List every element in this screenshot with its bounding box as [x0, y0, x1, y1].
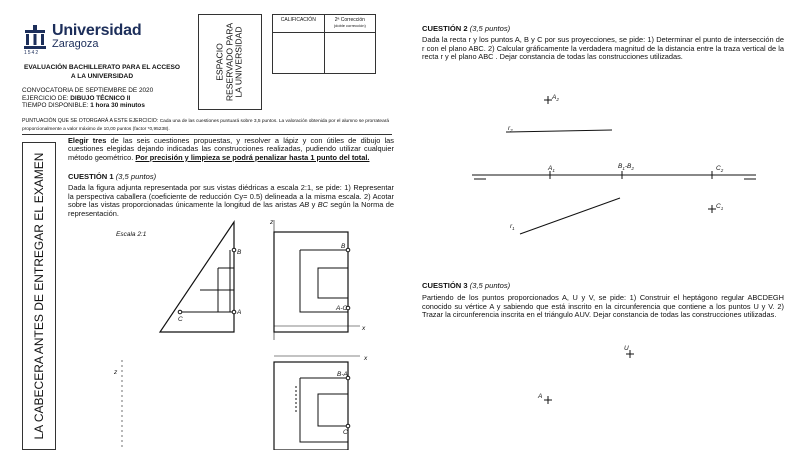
ejercicio-label: EJERCICIO DE:	[22, 94, 71, 102]
q2-line-r1	[520, 198, 620, 234]
q1-side-profile	[300, 250, 348, 312]
puntuacion-text: Cada una de las cuestiones puntuará sobre 3,5 puntos. La valoración obtenida por el alumno se prorrateará proporcionalmente a valor máximo de 10,00 puntos (factor *0,95238).	[22, 119, 390, 132]
q1-point-c	[178, 310, 182, 314]
q1-title: CUESTIÓN 1 (3,5 puntos)	[68, 172, 157, 181]
q1-point-c3	[346, 424, 350, 428]
q1-label-z1: z	[270, 219, 274, 226]
q2-label-b1b2: $B_1-B_2$	[618, 163, 634, 171]
instructions	[68, 137, 394, 162]
q3-label-u: U	[624, 345, 629, 352]
tiempo-label: TIEMPO DISPONIBLE:	[22, 102, 91, 110]
q3-drawing	[520, 340, 660, 420]
q1-drawing	[60, 210, 400, 450]
instructions-lead: Elegir tres	[68, 136, 107, 145]
q1-point-b2	[346, 248, 350, 252]
q1-body: Dada la figura adjunta representada por sus vistas diédricas a escala 2:1, se pide: 1) Representar la perspectiva caballera (coeficiente de reducción Cy= 0.5) delineada a la misma escala. 2) Acotar sobre las vistas proporcionadas únicamente la longitud de las aristas AB y BC según la Norma de representación.	[68, 183, 394, 218]
q1-label-b: B	[237, 249, 242, 256]
q1-top-profile	[300, 378, 348, 442]
q1-scale: Escala 2:1	[116, 231, 147, 238]
second-correction-cell	[324, 33, 375, 74]
q2-label-r2: $r_2$	[508, 125, 513, 133]
q2-label-c2: $C_2$	[716, 165, 724, 173]
tiempo-value: 1 hora 30 minutos	[90, 102, 145, 110]
instructions-text: de las seis cuestiones propuestas, y resolver a lápiz y con útiles de dibujo las cuestiones elegidas dejando indicadas las construcciones realizadas, pudiendo utilizar cualquier método geométrico.	[68, 136, 394, 162]
reserved-text: ESPACIO RESERVADO PARA LA UNIVERSIDAD	[214, 22, 244, 102]
q1-point-a	[232, 310, 236, 314]
q1-label-x1: x	[362, 325, 366, 332]
q2-label-a2: $A_2$	[552, 94, 559, 102]
q3-title: CUESTIÓN 3 (3,5 puntos)	[422, 281, 511, 290]
grade-table	[272, 14, 376, 74]
grade-cell	[273, 33, 325, 74]
puntuacion-note	[22, 118, 392, 133]
divider	[22, 134, 392, 135]
q2-body: Dada la recta r y los puntos A, B y C por sus proyecciones, se pide: 1) Determinar el punto de intersección de r con el plano ABC. 2) Calcular gráficamente la verdadera magnitud de la distancia entre la traza vertical de la recta r y el plano ABC . Dejar constancia de todas las construcciones utilizadas.	[422, 35, 784, 62]
q1-point-b	[232, 248, 236, 252]
q2-drawing	[460, 88, 790, 248]
q2-line-r2	[506, 130, 612, 132]
q2-title: CUESTIÓN 2 (3,5 puntos)	[422, 24, 511, 33]
q1-label-z2: z	[114, 369, 118, 376]
convocatoria: CONVOCATORIA DE SEPTIEMBRE DE 2020	[22, 87, 154, 94]
q1-front-view	[160, 222, 234, 332]
q3-label-a: A	[538, 393, 543, 400]
reserved-space	[198, 14, 262, 110]
q3-body: Partiendo de los puntos proporcionados A, U y V, se pide: 1) Construir el heptágono regular ABCDEGH conocido su vértice A y sabiendo que está inscrito en la circunferencia que contiene a los puntos U y V. 2) Trazar la circunferencia inscrita en el triángulo AUV. Dejar constancia de todas las construcciones utilizadas.	[422, 293, 784, 320]
university-city: Zaragoza	[52, 38, 99, 50]
q1-label-c3: C	[343, 429, 348, 436]
q2-label-c1: $C_1$	[716, 203, 724, 211]
q1-label-a: A	[237, 309, 242, 316]
q2-label-a1: $A_1$	[548, 165, 555, 173]
second-correction-header: 2ª Corrección (doble corrección)	[324, 15, 375, 33]
q1-label-x2: x	[364, 355, 368, 362]
side-text: LA CABECERA ANTES DE ENTREGAR EL EXAMEN	[32, 152, 46, 440]
q1-label-b2: B	[341, 243, 346, 250]
q1-label-c: C	[178, 316, 183, 323]
ejercicio-value: DIBUJO TÉCNICO II	[70, 94, 131, 102]
q1-label-ac: A-C	[336, 305, 348, 312]
university-name: Universidad	[52, 22, 142, 39]
exam-title: EVALUACIÓN BACHILLERATO PARA EL ACCESO A LA UNIVERSIDAD	[23, 64, 181, 80]
exam-info	[22, 87, 153, 110]
q2-label-r1: $r_1$	[510, 223, 515, 231]
side-strip	[22, 142, 56, 450]
q1-side-view	[274, 232, 348, 332]
q1-label-ba: B-A	[337, 371, 348, 378]
instructions-warning: Por precisión y limpieza se podrá penalizar hasta 1 punto del total.	[135, 152, 370, 162]
grade-header: CALIFICACIÓN	[273, 15, 325, 33]
puntuacion-label: PUNTUACIÓN QUE SE OTORGARÁ A ESTE EJERCICIO:	[22, 118, 160, 124]
university-year: 1542	[24, 50, 40, 56]
university-logo-icon	[22, 24, 48, 50]
